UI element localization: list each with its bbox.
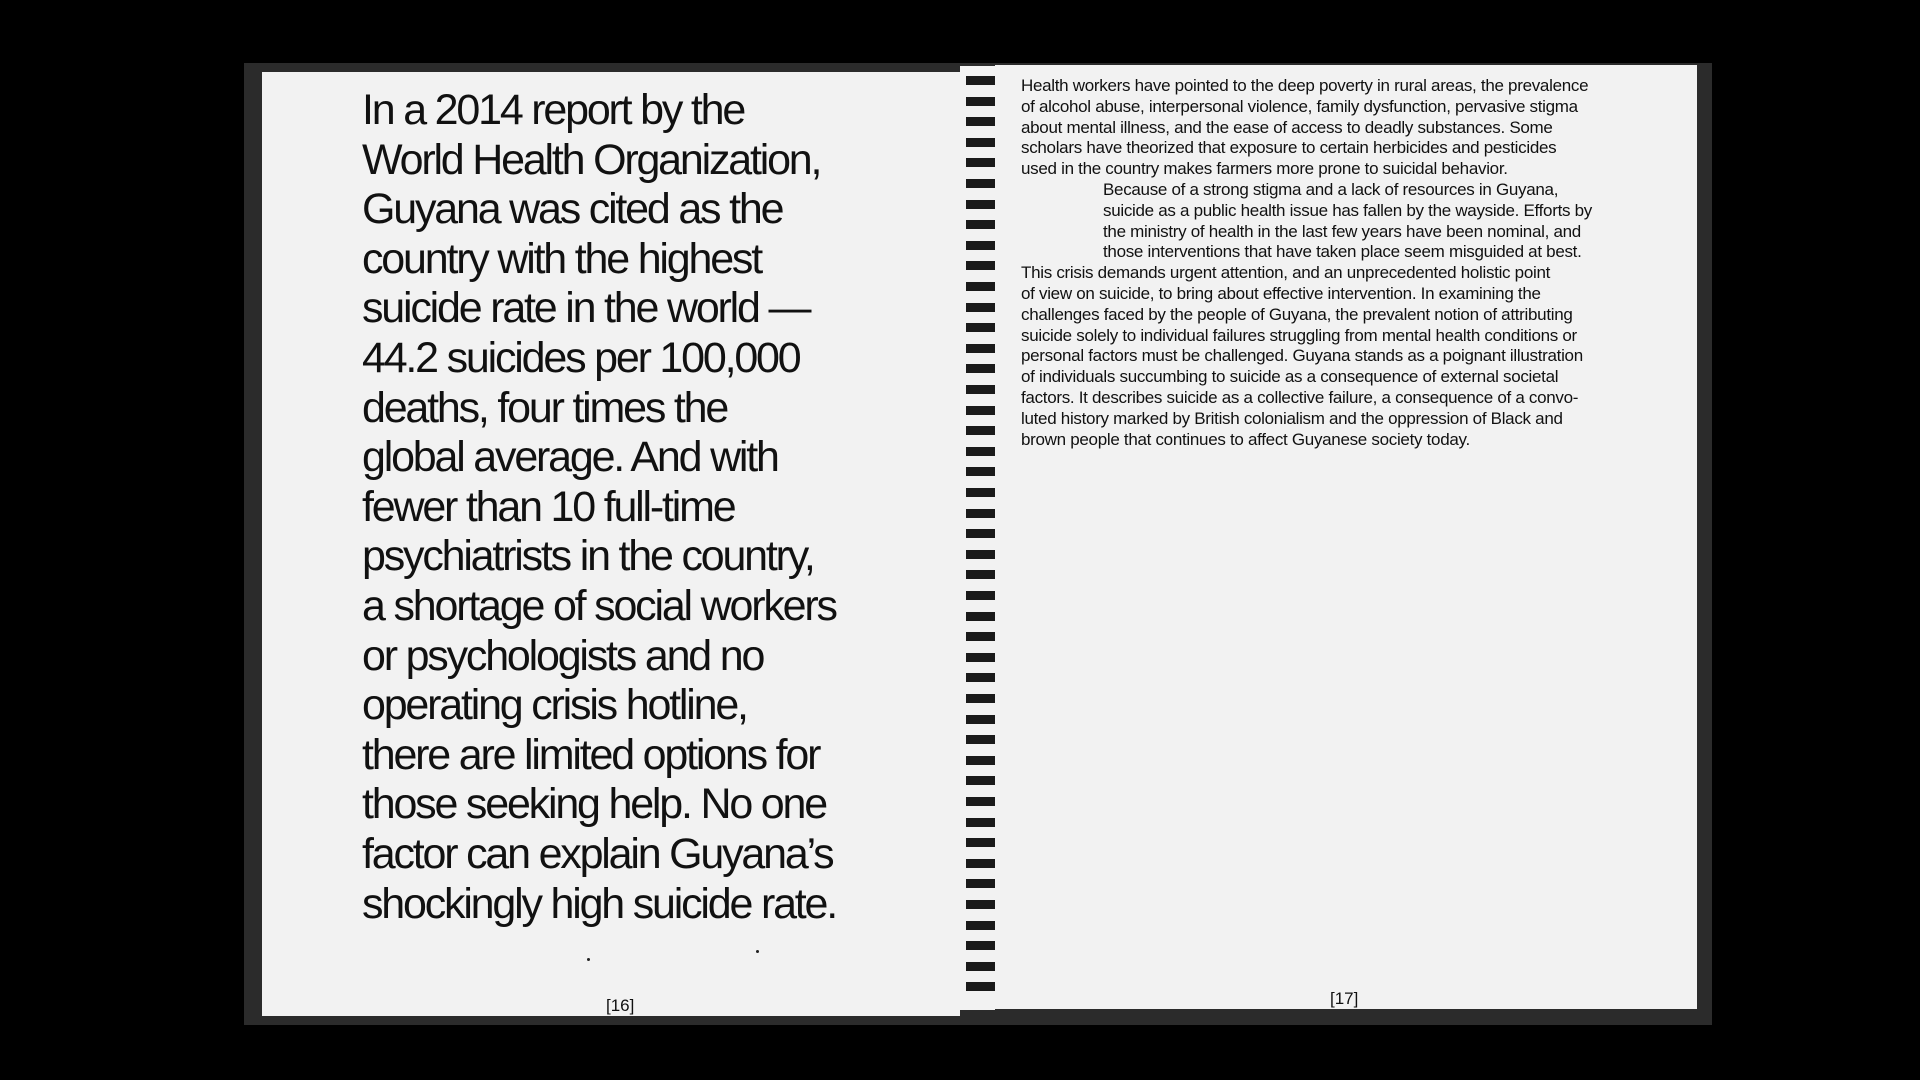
pull-quote-line: global average. And with <box>362 433 778 482</box>
binding-bar <box>966 467 996 476</box>
body-line: factors. It describes suicide as a collective failure, a consequence of a convo- <box>1021 387 1579 407</box>
body-line: This crisis demands urgent attention, and an unprecedented holistic point <box>1021 263 1551 283</box>
binding-bar <box>966 715 996 724</box>
binding-bar <box>966 632 996 641</box>
binding-bar <box>966 673 996 682</box>
binding-bar <box>966 653 996 662</box>
binding-bar <box>966 220 996 229</box>
binding-bar <box>966 200 996 209</box>
binding-bar <box>966 282 996 291</box>
binding-bar <box>966 756 996 765</box>
body-text <box>1021 76 1675 450</box>
pull-quote-line: Guyana was cited as the <box>362 185 783 234</box>
binding-bar <box>966 97 996 106</box>
binding-bar <box>966 385 996 394</box>
pull-quote-line: shockingly high suicide rate. <box>362 879 836 928</box>
body-line: those interventions that have taken place seem misguided at best. <box>1103 242 1582 262</box>
binding-bar <box>966 570 996 579</box>
binding-bar <box>966 900 996 909</box>
paper-speck <box>587 958 590 961</box>
right-page <box>995 65 1697 1009</box>
binding-bar <box>966 921 996 930</box>
body-line: of view on suicide, to bring about effective intervention. In examining the <box>1021 283 1541 303</box>
page-number-right: [17] <box>1330 989 1359 1008</box>
binding-bar <box>966 406 996 415</box>
binding-bar <box>966 158 996 167</box>
body-line: luted history marked by British colonialism and the oppression of Black and <box>1021 408 1563 428</box>
binding-bar <box>966 303 996 312</box>
binding-bar <box>966 241 996 250</box>
pull-quote-line: country with the highest <box>362 234 761 283</box>
binding-bar <box>966 447 996 456</box>
binding-bar <box>966 138 996 147</box>
binding-bar <box>966 859 996 868</box>
paper-speck <box>756 950 759 953</box>
binding-bar <box>966 488 996 497</box>
binding-bar <box>966 941 996 950</box>
binding-bar <box>966 982 996 991</box>
pull-quote-line: suicide rate in the world — <box>362 284 810 333</box>
body-line: Because of a strong stigma and a lack of resources in Guyana, <box>1103 179 1559 199</box>
pull-quote-line: World Health Organization, <box>362 135 821 184</box>
body-line: about mental illness, and the ease of access to deadly substances. Some <box>1021 117 1553 137</box>
body-line: personal factors must be challenged. Guyana stands as a poignant illustration <box>1021 346 1583 366</box>
pull-quote-line: factor can explain Guyana’s <box>362 829 833 878</box>
pull-quote <box>362 86 952 929</box>
binding-bar <box>966 426 996 435</box>
binding-bar <box>966 261 996 270</box>
binding-bar <box>966 776 996 785</box>
body-line: suicide as a public health issue has fallen by the wayside. Efforts by <box>1103 200 1592 220</box>
binding-bar <box>966 797 996 806</box>
binding-bar <box>966 550 996 559</box>
binding-bar <box>966 76 996 85</box>
binding-bar <box>966 323 996 332</box>
binding-bar <box>966 364 996 373</box>
pull-quote-line: operating crisis hotline, <box>362 681 747 730</box>
body-line: challenges faced by the people of Guyana, the prevalent notion of attributing <box>1021 304 1573 324</box>
body-line: used in the country makes farmers more prone to suicidal behavior. <box>1021 159 1508 179</box>
binding-bar <box>966 509 996 518</box>
pull-quote-line: In a 2014 report by the <box>362 86 745 134</box>
left-page <box>262 72 960 1016</box>
pull-quote-line: there are limited options for <box>362 730 820 779</box>
body-line: of individuals succumbing to suicide as a consequence of external societal <box>1021 367 1559 387</box>
binding-bar <box>966 838 996 847</box>
binding-bar <box>966 879 996 888</box>
spiral-binding <box>960 66 995 1010</box>
page-number-left: [16] <box>606 996 635 1015</box>
pull-quote-line: those seeking help. No one <box>362 780 826 829</box>
pull-quote-line: fewer than 10 full-time <box>362 482 735 531</box>
binding-bar <box>966 179 996 188</box>
pull-quote-line: or psychologists and no <box>362 631 764 680</box>
pull-quote-line: 44.2 suicides per 100,000 <box>362 333 800 382</box>
body-line: Health workers have pointed to the deep poverty in rural areas, the prevalence <box>1021 76 1589 95</box>
body-line: of alcohol abuse, interpersonal violence, family dysfunction, pervasive stigma <box>1021 96 1578 116</box>
binding-bar <box>966 962 996 971</box>
binding-bar <box>966 694 996 703</box>
binding-bar <box>966 344 996 353</box>
binding-bar <box>966 591 996 600</box>
body-line: suicide solely to individual failures struggling from mental health conditions or <box>1021 325 1577 345</box>
pull-quote-line: psychiatrists in the country, <box>362 532 814 581</box>
body-line: brown people that continues to affect Guyanese society today. <box>1021 429 1470 449</box>
binding-bar <box>966 117 996 126</box>
pull-quote-line: deaths, four times the <box>362 383 728 432</box>
binding-bar <box>966 612 996 621</box>
binding-bar <box>966 818 996 827</box>
body-line: scholars have theorized that exposure to certain herbicides and pesticides <box>1021 138 1557 158</box>
pull-quote-line: a shortage of social workers <box>362 581 836 630</box>
binding-bar <box>966 529 996 538</box>
body-line: the ministry of health in the last few years have been nominal, and <box>1103 221 1581 241</box>
binding-bar <box>966 735 996 744</box>
